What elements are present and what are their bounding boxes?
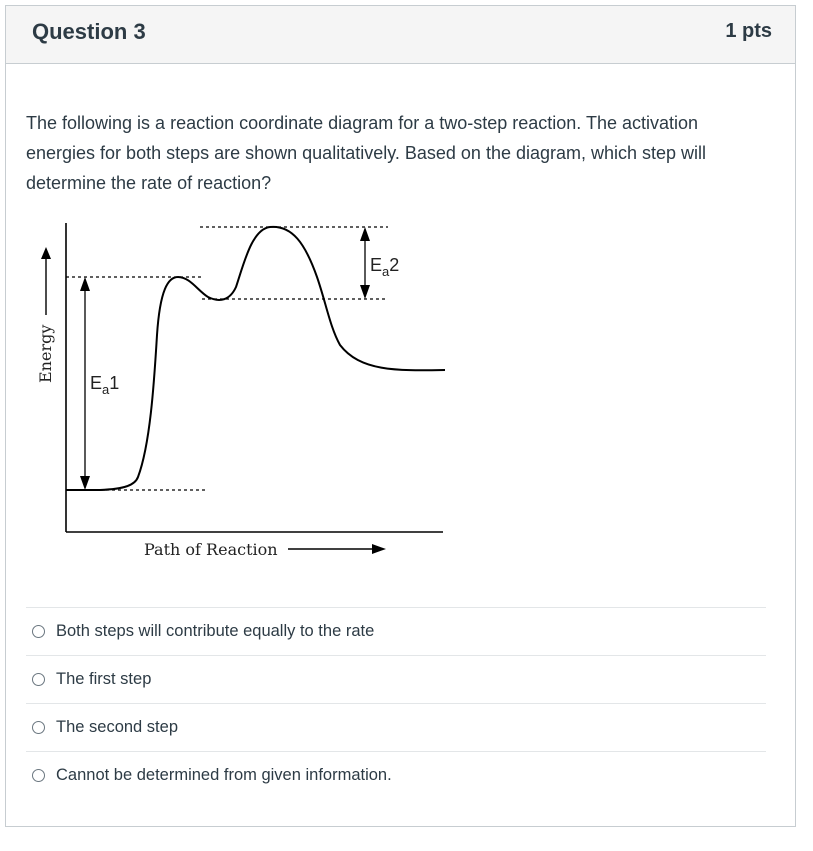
- answer-option[interactable]: [26, 751, 766, 799]
- radio-button[interactable]: [32, 625, 45, 638]
- path-of-reaction-label: Path of Reaction: [144, 540, 278, 559]
- ea2-label-sub: a: [382, 264, 390, 279]
- ea2-label-main: E: [370, 255, 383, 275]
- answer-label[interactable]: The first step: [56, 670, 152, 688]
- path-arrowhead: [372, 544, 386, 554]
- ea1-label-suffix: 1: [109, 373, 120, 393]
- answer-list: [26, 607, 766, 799]
- question-header: [6, 6, 795, 64]
- question-text: The following is a reaction coordinate diagram for a two-step reaction. The activation energies for both steps are shown qualitatively. Based on the diagram, which step will determine the rate of reaction?: [26, 113, 707, 193]
- radio-button[interactable]: [32, 721, 45, 734]
- energy-arrowhead: [41, 247, 51, 259]
- ea2-label-suffix: 2: [389, 255, 400, 275]
- answer-option[interactable]: [26, 607, 766, 655]
- answer-option[interactable]: [26, 655, 766, 703]
- ea1-label-sub: a: [102, 382, 110, 397]
- ea2-label: [370, 255, 399, 279]
- ea1-arrowhead-bottom: [80, 476, 90, 490]
- radio-button[interactable]: [32, 769, 45, 782]
- reaction-coordinate-diagram: [30, 215, 450, 565]
- answer-label[interactable]: Both steps will contribute equally to the rate: [56, 622, 375, 640]
- answer-option[interactable]: [26, 703, 766, 751]
- answer-label[interactable]: Cannot be determined from given information.: [56, 766, 392, 784]
- ea2-arrowhead-top: [360, 227, 370, 241]
- ea1-label-main: E: [90, 373, 103, 393]
- ea2-arrowhead-bottom: [360, 285, 370, 299]
- question-title: Question 3: [32, 19, 146, 44]
- radio-button[interactable]: [32, 673, 45, 686]
- answer-label[interactable]: The second step: [56, 718, 178, 736]
- ea1-arrowhead-top: [80, 277, 90, 291]
- ea1-label: [90, 373, 119, 397]
- question-points: 1 pts: [725, 20, 772, 42]
- energy-label: Energy: [36, 324, 55, 383]
